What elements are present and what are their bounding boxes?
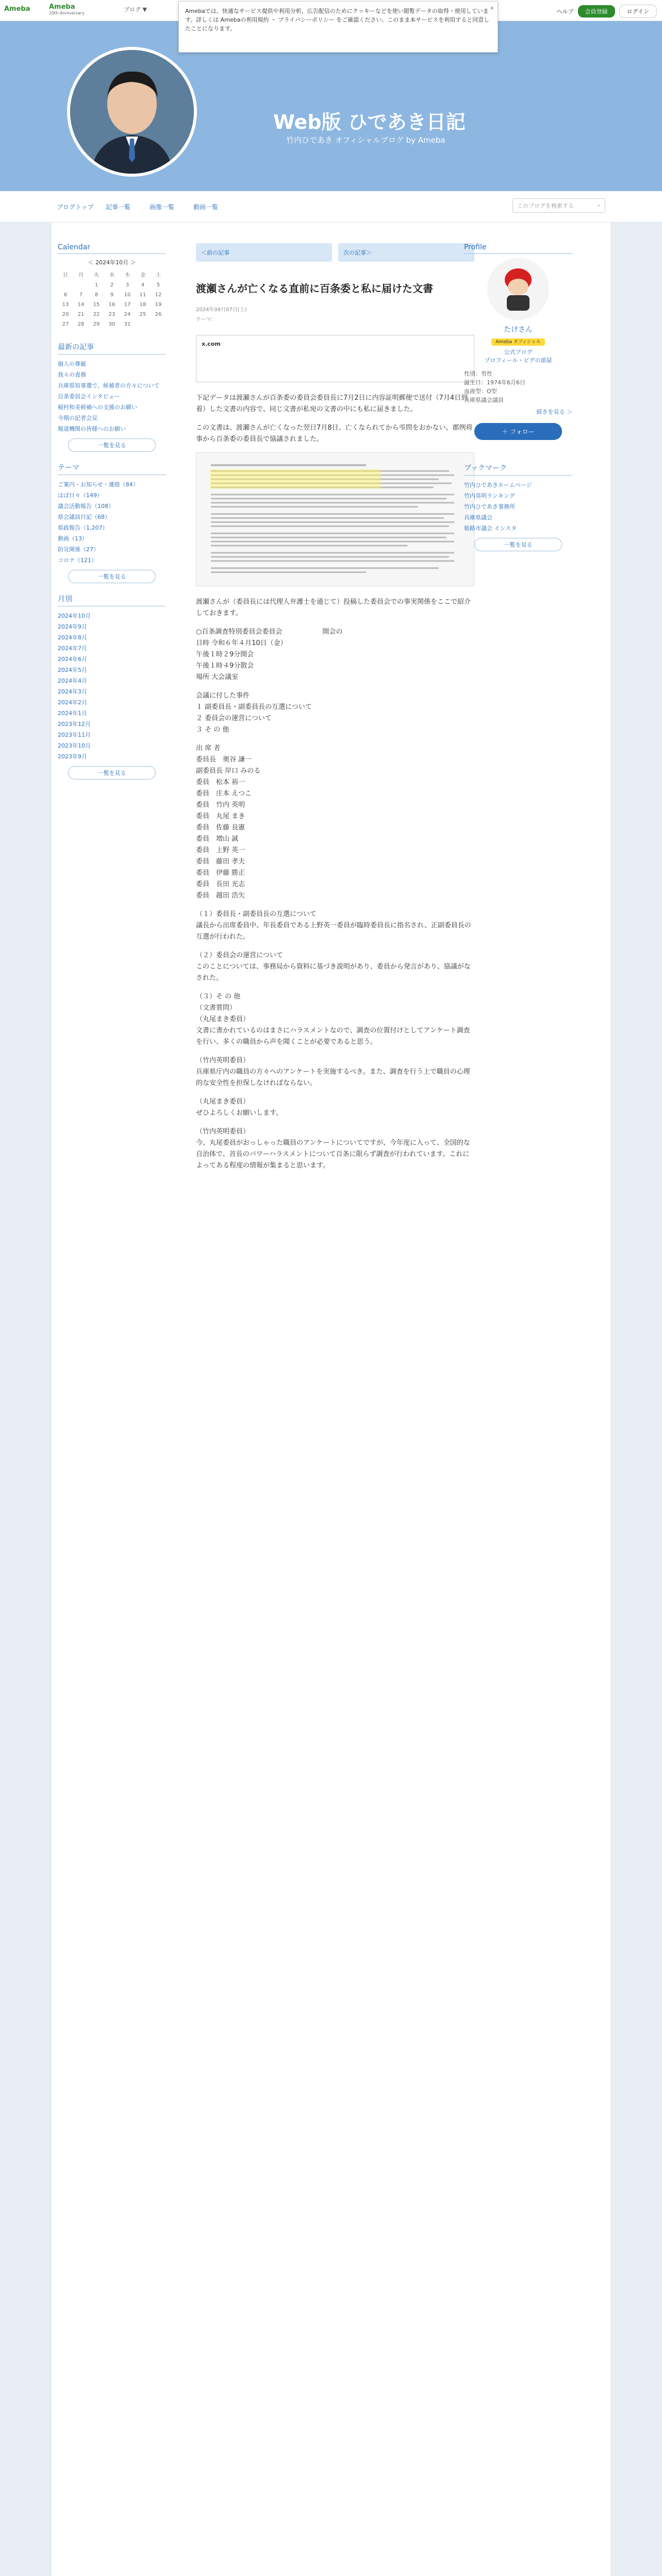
article-paragraph: （竹内英明委員） 兵庫県庁内の職員の方々へのアンケートを実施するべき。また、調査を行う上で職員の心理的な安全性を担保しなければならない。: [196, 1057, 470, 1087]
theme-list: [58, 479, 166, 566]
blog-nav: [0, 191, 662, 223]
right-sidebar: [464, 243, 572, 562]
article-paragraph: 渡瀬さんが（委員長には代理人弁護士を通じて）投稿した委員会での事実関係をここで紹介しておきます。: [196, 598, 471, 617]
calendar-heading: Calendar: [58, 243, 166, 254]
bookmark-heading: ブックマーク: [464, 463, 572, 476]
prev-article-button[interactable]: ＜前の記事: [196, 243, 332, 262]
calendar-table: 日 月 火 水 木 金 土 1 2 3 4 5 6 7 8 9 10 11 12 13 14 15 16 17 18 19 20 21 22 23 24 25 26 27 28 29 30 31: [62, 273, 162, 327]
theme-more-button[interactable]: 一覧を見る: [68, 570, 156, 583]
list-item[interactable]: 県政報告（1,207）: [58, 524, 108, 531]
list-item[interactable]: 2024年5月: [58, 667, 87, 673]
document-scan: [201, 457, 470, 582]
help-link[interactable]: ヘルプ: [556, 8, 574, 15]
article-theme[interactable]: テーマ：: [196, 317, 217, 323]
recent-heading: 最新の記事: [58, 342, 166, 354]
article-area: [196, 243, 474, 1179]
profile-link[interactable]: プロフィール・ピグの部屋: [484, 357, 552, 364]
list-item[interactable]: 2023年10月: [58, 742, 91, 749]
list-item[interactable]: 竹内ひであき事務所: [464, 503, 515, 510]
register-button[interactable]: 会員登録: [578, 5, 615, 18]
list-item[interactable]: 兵庫県議会: [464, 514, 492, 521]
recent-list: [58, 359, 166, 434]
nav-video-list[interactable]: 動画一覧: [193, 204, 219, 211]
article-date: 2024年09月07日(土): [196, 307, 247, 313]
list-item[interactable]: コロナ（121）: [58, 557, 97, 564]
list-item[interactable]: 報道機関の皆様へのお願い: [58, 426, 126, 432]
article-title[interactable]: 渡瀬さんが亡くなる直前に百条委と私に届けた文書: [196, 282, 433, 295]
search-icon[interactable]: ⌕: [597, 202, 601, 209]
list-item[interactable]: 2024年10月: [58, 613, 91, 619]
blog-menu[interactable]: ブログ ▼: [124, 6, 147, 13]
profile-info: 性別：男性 誕生日：1974年6月6日 血液型：O型 兵庫県議会議員: [464, 370, 525, 403]
list-item[interactable]: 2023年12月: [58, 721, 91, 727]
article-paragraph: （１）委員長・副委員長の互選について 議長から出席委員中、年長委員である上野英一委員が臨時委員長に指名され、正副委員長の互選が行われた。: [196, 910, 471, 941]
profile-heading: Profile: [464, 243, 572, 254]
profile-name[interactable]: たけさん: [504, 326, 533, 334]
article-pager: [196, 243, 474, 262]
blog-subtitle: 竹内ひであき オフィシャルブログ by Ameba: [286, 135, 445, 145]
list-item[interactable]: 2023年11月: [58, 732, 91, 738]
list-item[interactable]: 今期の記者会見: [58, 415, 97, 421]
list-item[interactable]: 動画（13）: [58, 535, 88, 542]
left-sidebar: [58, 243, 166, 790]
cookie-consent-popup: [178, 1, 498, 53]
nav-blog-top[interactable]: ブログトップ: [57, 204, 94, 211]
article-paragraph: 下記データは渡瀬さんが百条委の委員会委員長に7月2日に内容証明郵便で送付（7月4日到着）した文書の内容で、同じ文書が私宛の文書の中にも私に届きました。: [196, 394, 468, 413]
list-item[interactable]: 2024年7月: [58, 645, 87, 652]
nav-image-list[interactable]: 画像一覧: [150, 204, 175, 211]
list-item[interactable]: 2024年6月: [58, 656, 87, 663]
embed-source: x.com: [202, 341, 221, 347]
calendar-month[interactable]: ＜ 2024年10月 ＞: [88, 259, 136, 266]
list-item[interactable]: 県会議員日記（68）: [58, 514, 110, 520]
archive-list: [58, 611, 166, 762]
article-paragraph: （２）委員会の運営について このことについては、事務局から資料に基づき説明があり、委員から発言があり、協議がなされた。: [196, 952, 471, 982]
list-item[interactable]: 姫路市議会 インスタ: [464, 525, 517, 532]
article-paragraph: この文書は、渡瀬さんが亡くなった翌日7月8日、亡くなられてから弔問をおかない、郡例将事から百条委の委員長で協議されました。: [196, 424, 473, 443]
list-item[interactable]: ほぼ日々（149）: [58, 492, 103, 499]
list-item[interactable]: ご案内・お知らせ・連絡（84）: [58, 481, 139, 488]
profile-more-link[interactable]: 続きを見る ＞: [536, 409, 572, 415]
article-body: [196, 393, 474, 1172]
profile-card: [464, 258, 572, 440]
cookie-consent-text: Amebaでは、快適なサービス提供や利用分析、広告配信のためにクッキーなどを使い閲覧データの取得・使用しています。詳しくは Amebaの利用規約 ・ プライバシーポリシー をご確認ください。このまま本サービスを利用すると同意したことになります。: [185, 8, 490, 32]
list-item[interactable]: 2023年9月: [58, 753, 87, 760]
article-paragraph: ○百条調査特別委員会委員会 開会の 日時 令和６年４月10日（金） 午後１時２9分開会 午後１時４9分散会 場所 大会議室: [196, 628, 343, 681]
list-item[interactable]: 稲村和美候補への支援のお願い: [58, 404, 137, 411]
article-paragraph: 出 席 者 委員長 奥谷 謙一 副委員長 岸口 みのる 委員 松本 裕一 委員 庄本 えつこ 委員 竹内 英明 委員 丸尾 まき 委員 佐藤 良憲 委員 増山 誠 委員 上野 英一 委員 藤田 孝夫 委員 伊藤 勝正 委員 長田 光志 委員 越田 浩矢: [196, 744, 261, 900]
official-blog-link[interactable]: 公式ブログ: [504, 349, 533, 355]
profile-photo: [67, 47, 197, 177]
bookmark-list: [464, 480, 572, 534]
recent-more-button[interactable]: 一覧を見る: [68, 438, 156, 452]
list-item[interactable]: 2024年8月: [58, 634, 87, 641]
archive-more-button[interactable]: 一覧を見る: [68, 766, 156, 779]
login-button[interactable]: ログイン: [619, 5, 657, 18]
article-paragraph: 会議に付した事件 １ 副委員長・副委員長の互選について ２ 委員会の運営について ３ そ の 他: [196, 692, 312, 734]
ameba-20th-logo[interactable]: Ameba 20th Anniversary: [49, 3, 85, 15]
list-item[interactable]: 竹内ひであきホームページ: [464, 482, 532, 488]
list-item[interactable]: 2024年2月: [58, 699, 87, 706]
embedded-post[interactable]: [196, 335, 474, 382]
list-item[interactable]: 2024年1月: [58, 710, 87, 717]
article-paragraph: （３）そ の 他 （文書質問） （丸尾まき委員） 文書に書かれているのはまさにハラスメントなので、調査の位置付けとしてアンケート調査を行い、多くの職員から声を聞くことが必要であると思う。: [196, 993, 470, 1046]
follow-button[interactable]: ＋ フォロー: [474, 423, 562, 440]
nav-article-list[interactable]: 記事一覧: [106, 204, 131, 211]
list-item[interactable]: 百条委員会インタビュー: [58, 393, 120, 400]
page-body: [52, 223, 610, 2576]
theme-heading: テーマ: [58, 462, 166, 475]
list-item[interactable]: 2024年3月: [58, 688, 87, 695]
list-item[interactable]: 兵庫県知事選で、候補者の方々について: [58, 382, 160, 389]
list-item[interactable]: 我々の責務: [58, 371, 86, 378]
document-image[interactable]: [196, 452, 474, 586]
article-paragraph: （竹内英明委員） 今、丸尾委員がおっしゃった職員のアンケートについてですが、今年度に入って、全国的な自治体で、首長のパワーハラスメントについて百条に限らず調査が行われています。これによってある程度の情報が集まると思います。: [196, 1128, 470, 1170]
list-item[interactable]: 議会活動報告（108）: [58, 503, 114, 510]
article-paragraph: （丸尾まき委員） ぜひよろしくお願いします。: [196, 1098, 283, 1117]
list-item[interactable]: 2024年9月: [58, 623, 87, 630]
profile-links: [464, 348, 572, 364]
list-item[interactable]: 竹内英明ランキング: [464, 493, 515, 499]
archive-heading: 月別: [58, 594, 166, 606]
blog-title[interactable]: Web版 ひであき日記: [273, 111, 466, 133]
list-item[interactable]: 防災関係（27）: [58, 546, 99, 553]
profile-avatar[interactable]: [487, 258, 549, 320]
bookmark-more-button[interactable]: 一覧を見る: [474, 538, 562, 551]
ameba-logo[interactable]: Ameba: [4, 5, 30, 13]
search-input[interactable]: このブログを検索する ⌕: [512, 198, 605, 213]
official-badge: Ameba オフィシャル: [464, 337, 572, 345]
list-item[interactable]: 個人の尊厳: [58, 361, 86, 367]
list-item[interactable]: 2024年4月: [58, 677, 87, 684]
next-article-button[interactable]: 次の記事＞: [338, 243, 474, 262]
close-icon[interactable]: ×: [489, 5, 494, 11]
